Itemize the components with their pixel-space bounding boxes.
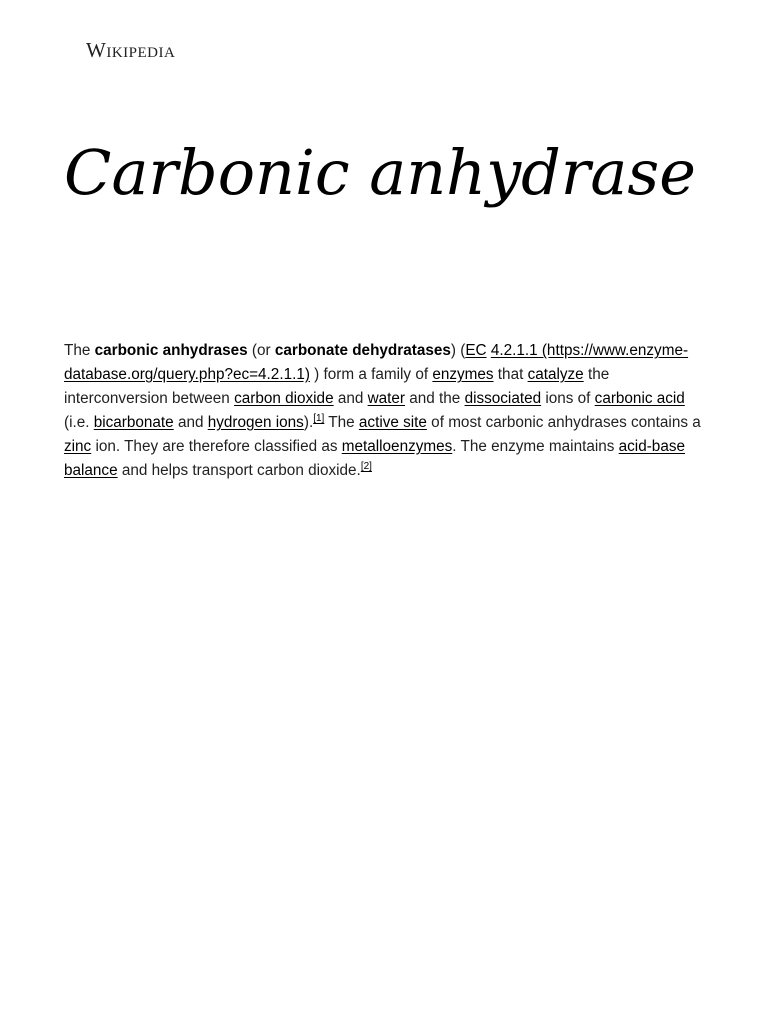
link-dissociated[interactable]: dissociated (464, 390, 542, 407)
lead-text: (or (247, 342, 275, 359)
lead-text: (i.e. (64, 414, 94, 431)
link-zinc[interactable]: zinc (64, 438, 92, 455)
lead-paragraph (64, 339, 709, 483)
wikipedia-logo[interactable]: Wikipedia (86, 38, 176, 62)
link-hydrogen-ions[interactable]: hydrogen ions (207, 414, 304, 431)
bold-term-carbonate-dehydratases: carbonate dehydratases (274, 342, 451, 359)
lead-text: of most carbonic anhydrases contains a (426, 414, 701, 431)
reference-link-1[interactable]: [1] (313, 413, 325, 424)
reference-1 (313, 413, 324, 424)
lead-text: ) ( (450, 342, 466, 359)
link-ec[interactable]: EC (465, 342, 487, 359)
lead-text: ion. They are therefore classified as (91, 438, 342, 455)
lead-text: ions of (541, 390, 595, 407)
link-metalloenzymes[interactable]: metalloenzymes (341, 438, 453, 455)
link-ec-number[interactable]: 4.2.1.1 (https://www.enzyme-database.org/query.php?ec=4.2.1.1) (64, 342, 689, 383)
link-catalyze[interactable]: catalyze (527, 366, 584, 383)
link-carbonic-acid[interactable]: carbonic acid (594, 390, 685, 407)
link-enzymes[interactable]: enzymes (432, 366, 494, 383)
reference-2 (361, 461, 372, 472)
link-acid-base-balance[interactable]: acid-base balance (64, 438, 685, 479)
lead-text: the interconversion between (64, 366, 610, 407)
lead-text: and (333, 390, 368, 407)
lead-text: The (64, 342, 95, 359)
page-title: Carbonic anhydrase (64, 136, 696, 209)
link-bicarbonate[interactable]: bicarbonate (93, 414, 174, 431)
link-active-site[interactable]: active site (358, 414, 427, 431)
lead-text: and (173, 414, 208, 431)
lead-text: ) form a family of (309, 366, 433, 383)
bold-term-carbonic-anhydrases: carbonic anhydrases (94, 342, 248, 359)
lead-text: that (493, 366, 528, 383)
lead-text: The (324, 414, 359, 431)
lead-text: and helps transport carbon dioxide. (117, 462, 361, 479)
lead-text: ). (303, 414, 314, 431)
lead-text: and the (405, 390, 465, 407)
reference-link-2[interactable]: [2] (360, 461, 372, 472)
link-carbon-dioxide[interactable]: carbon dioxide (234, 390, 334, 407)
lead-text: . The enzyme maintains (452, 438, 619, 455)
link-water[interactable]: water (367, 390, 406, 407)
